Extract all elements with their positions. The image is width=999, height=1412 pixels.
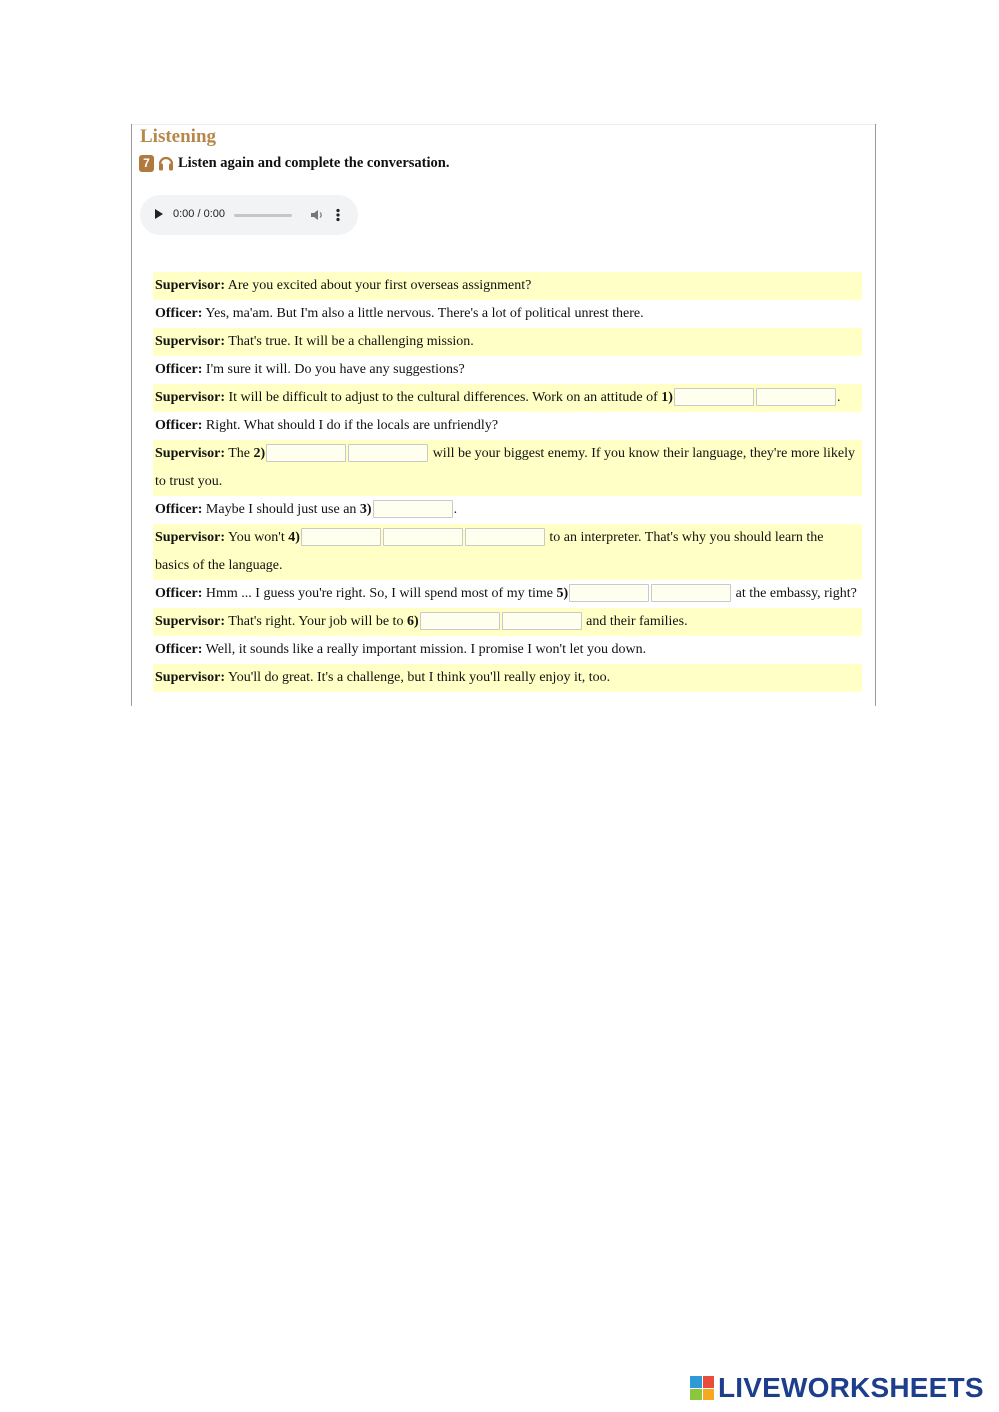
question-number: 3) xyxy=(359,502,372,517)
line-text: Yes, ma'am. But I'm also a little nervous. There's a lot of political unrest there. xyxy=(205,306,644,321)
conversation-line-2 xyxy=(153,300,862,328)
speaker-label: Officer: xyxy=(155,362,203,377)
answer-input-2b[interactable] xyxy=(348,444,428,462)
line-text: will be your biggest enemy. If you know their language, they're more likely to trust you. xyxy=(155,446,855,489)
line-text: Maybe I should just use an xyxy=(205,502,357,517)
speaker-label: Supervisor: xyxy=(155,530,225,545)
answer-input-1a[interactable] xyxy=(674,388,754,406)
question-number: 2) xyxy=(253,446,266,461)
instruction-row xyxy=(139,153,449,173)
answer-input-5a[interactable] xyxy=(569,584,649,602)
answer-input-3[interactable] xyxy=(373,500,453,518)
line-text: That's true. It will be a challenging mission. xyxy=(228,334,474,349)
speaker-label: Officer: xyxy=(155,642,203,657)
line-text: That's right. Your job will be to xyxy=(228,614,404,629)
line-text: at the embassy, right? xyxy=(735,586,857,601)
volume-icon[interactable] xyxy=(310,208,324,222)
speaker-label: Supervisor: xyxy=(155,278,225,293)
line-text: You won't xyxy=(227,530,285,545)
audio-player[interactable] xyxy=(140,195,358,235)
conversation-line-6 xyxy=(153,412,862,440)
conversation xyxy=(153,272,862,692)
conversation-line-4 xyxy=(153,356,862,384)
line-text: The xyxy=(228,446,251,461)
exercise-number-badge: 7 xyxy=(139,155,154,172)
question-number: 4) xyxy=(288,530,300,545)
line-text: It will be difficult to adjust to the cultural differences. Work on an attitude of xyxy=(228,390,658,405)
conversation-line-12 xyxy=(153,636,862,664)
conversation-line-1 xyxy=(153,272,862,300)
answer-input-6a[interactable] xyxy=(420,612,500,630)
answer-input-4b[interactable] xyxy=(383,528,463,546)
speaker-label: Officer: xyxy=(155,586,203,601)
speaker-label: Supervisor: xyxy=(155,390,225,405)
line-text: Well, it sounds like a really important mission. I promise I won't let you down. xyxy=(205,642,647,657)
logo-text: LIVEWORKSHEETS xyxy=(718,1372,984,1403)
conversation-line-7 xyxy=(153,440,862,496)
line-text: and their families. xyxy=(586,614,688,629)
answer-input-4a[interactable] xyxy=(301,528,381,546)
headphones-icon xyxy=(157,154,175,172)
line-text: Hmm ... I guess you're right. So, I will spend most of my time xyxy=(205,586,553,601)
section-title: Listening xyxy=(140,126,217,147)
question-number: 1) xyxy=(661,390,673,405)
speaker-label: Supervisor: xyxy=(155,614,225,629)
answer-input-5b[interactable] xyxy=(651,584,731,602)
conversation-line-3 xyxy=(153,328,862,356)
speaker-label: Supervisor: xyxy=(155,670,225,685)
conversation-line-8 xyxy=(153,496,862,524)
conversation-line-13 xyxy=(153,664,862,692)
line-text: . xyxy=(453,502,458,517)
line-text: I'm sure it will. Do you have any suggestions? xyxy=(205,362,465,377)
line-text: to an interpreter. That's why you should learn the basics of the language. xyxy=(155,530,824,573)
audio-progress-bar[interactable] xyxy=(234,214,292,217)
more-options-icon[interactable] xyxy=(336,208,340,222)
question-number: 6) xyxy=(406,614,419,629)
speaker-label: Officer: xyxy=(155,306,203,321)
line-text: Right. What should I do if the locals are unfriendly? xyxy=(205,418,499,433)
conversation-line-10 xyxy=(153,580,862,608)
conversation-line-9 xyxy=(153,524,862,580)
speaker-label: Supervisor: xyxy=(155,334,225,349)
line-text: . xyxy=(836,390,841,405)
conversation-line-5 xyxy=(153,384,862,412)
instruction-text: Listen again and complete the conversation. xyxy=(178,154,450,171)
line-text: Are you excited about your first overseas assignment? xyxy=(227,278,532,293)
line-text: You'll do great. It's a challenge, but I think you'll really enjoy it, too. xyxy=(227,670,611,685)
play-icon[interactable] xyxy=(155,209,163,219)
answer-input-1b[interactable] xyxy=(756,388,836,406)
liveworksheets-logo xyxy=(690,1373,984,1403)
answer-input-4c[interactable] xyxy=(465,528,545,546)
speaker-label: Officer: xyxy=(155,418,203,433)
logo-mark-icon xyxy=(690,1376,714,1400)
question-number: 5) xyxy=(556,586,569,601)
audio-time: 0:00 / 0:00 xyxy=(173,208,225,220)
conversation-line-11 xyxy=(153,608,862,636)
speaker-label: Officer: xyxy=(155,502,203,517)
speaker-label: Supervisor: xyxy=(155,446,225,461)
answer-input-2a[interactable] xyxy=(266,444,346,462)
answer-input-6b[interactable] xyxy=(502,612,582,630)
